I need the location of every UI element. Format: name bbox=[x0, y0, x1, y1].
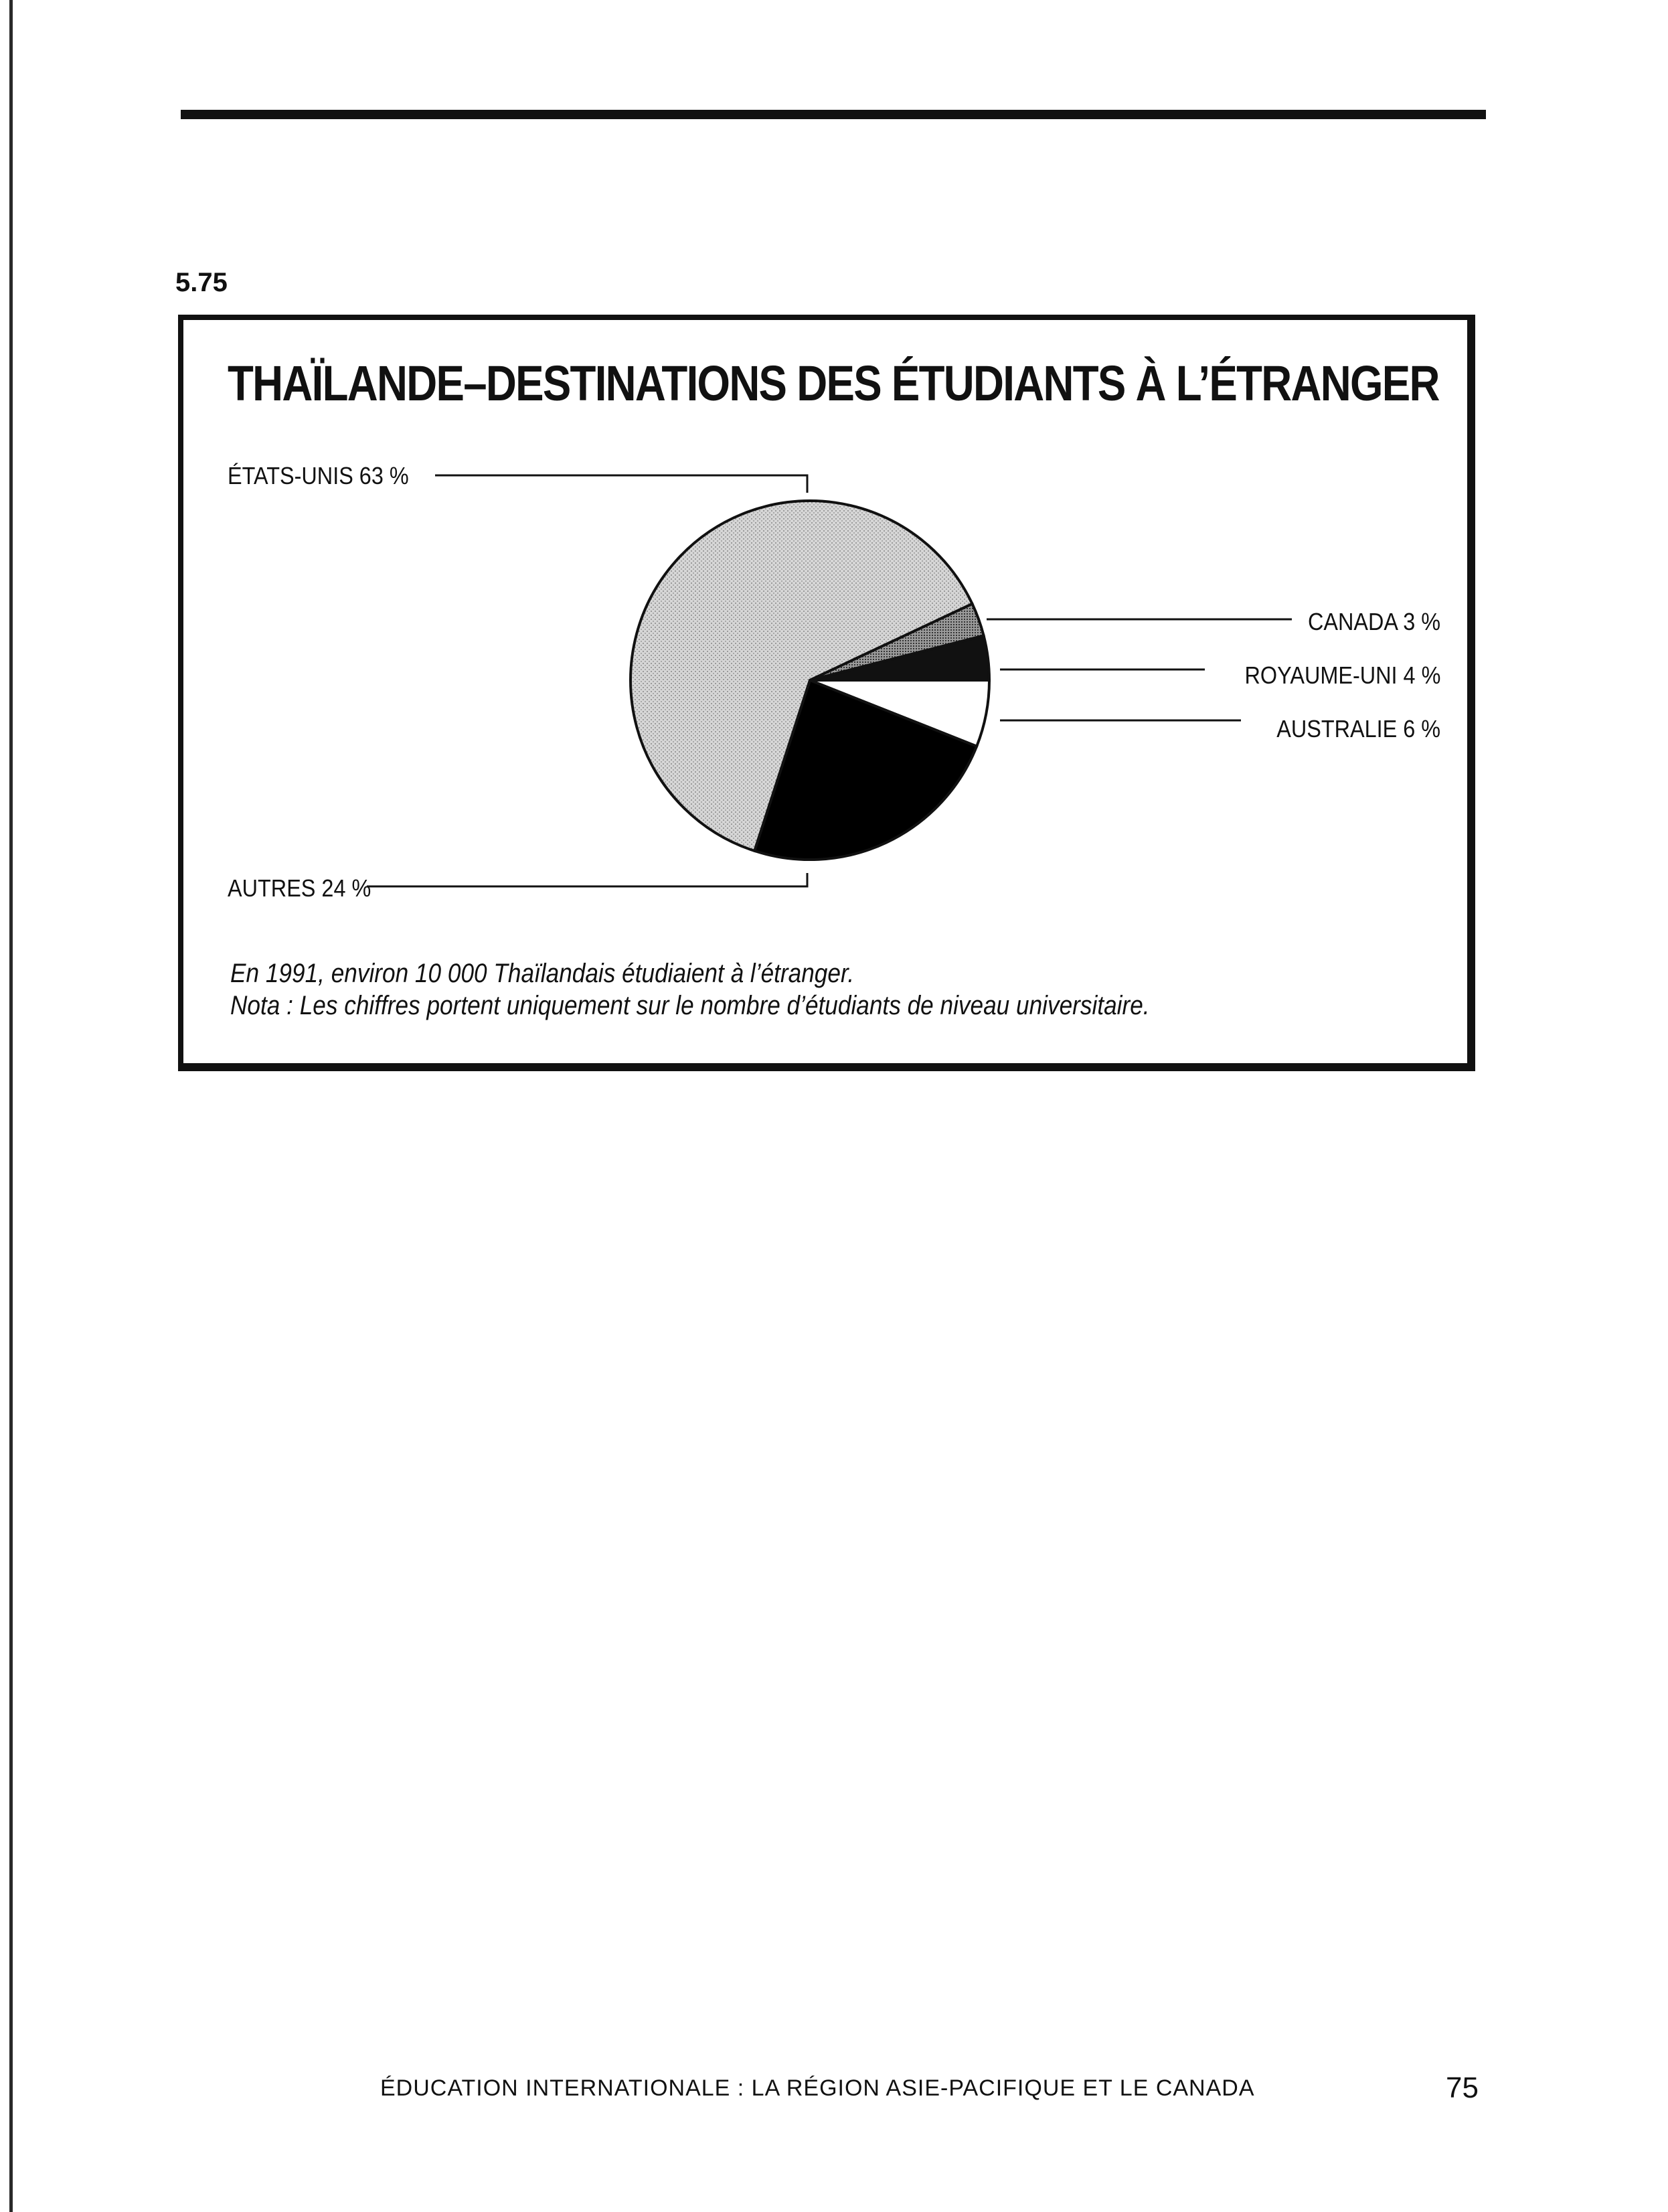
slice-label-australie: AUSTRALIE 6 % bbox=[1276, 715, 1440, 742]
slice-label-canada: CANADA 3 % bbox=[1307, 608, 1440, 635]
note-line-1: En 1991, environ 10 000 Thaïlandais étudiaient à l’étranger. bbox=[230, 959, 855, 988]
slice-label-royaume-uni: ROYAUME-UNI 4 % bbox=[1244, 661, 1440, 689]
slice-label-autres: AUTRES 24 % bbox=[228, 874, 371, 902]
note-line-2: Nota : Les chiffres portent uniquement sur le nombre d’étudiants de niveau universitaire. bbox=[230, 991, 1150, 1020]
page-number: 75 bbox=[1446, 2071, 1479, 2104]
leader-line-autres bbox=[367, 873, 807, 886]
footer-text: ÉDUCATION INTERNATIONALE : LA RÉGION ASIE-PACIFIQUE ET LE CANADA bbox=[380, 2075, 1255, 2101]
leader-line-etats-unis bbox=[435, 475, 807, 493]
chart-title: THAÏLANDE–DESTINATIONS DES ÉTUDIANTS À L’ÉTRANGER bbox=[228, 356, 1439, 411]
figure-number: 5.75 bbox=[175, 268, 228, 297]
slice-label-etats-unis: ÉTATS-UNIS 63 % bbox=[228, 462, 409, 489]
